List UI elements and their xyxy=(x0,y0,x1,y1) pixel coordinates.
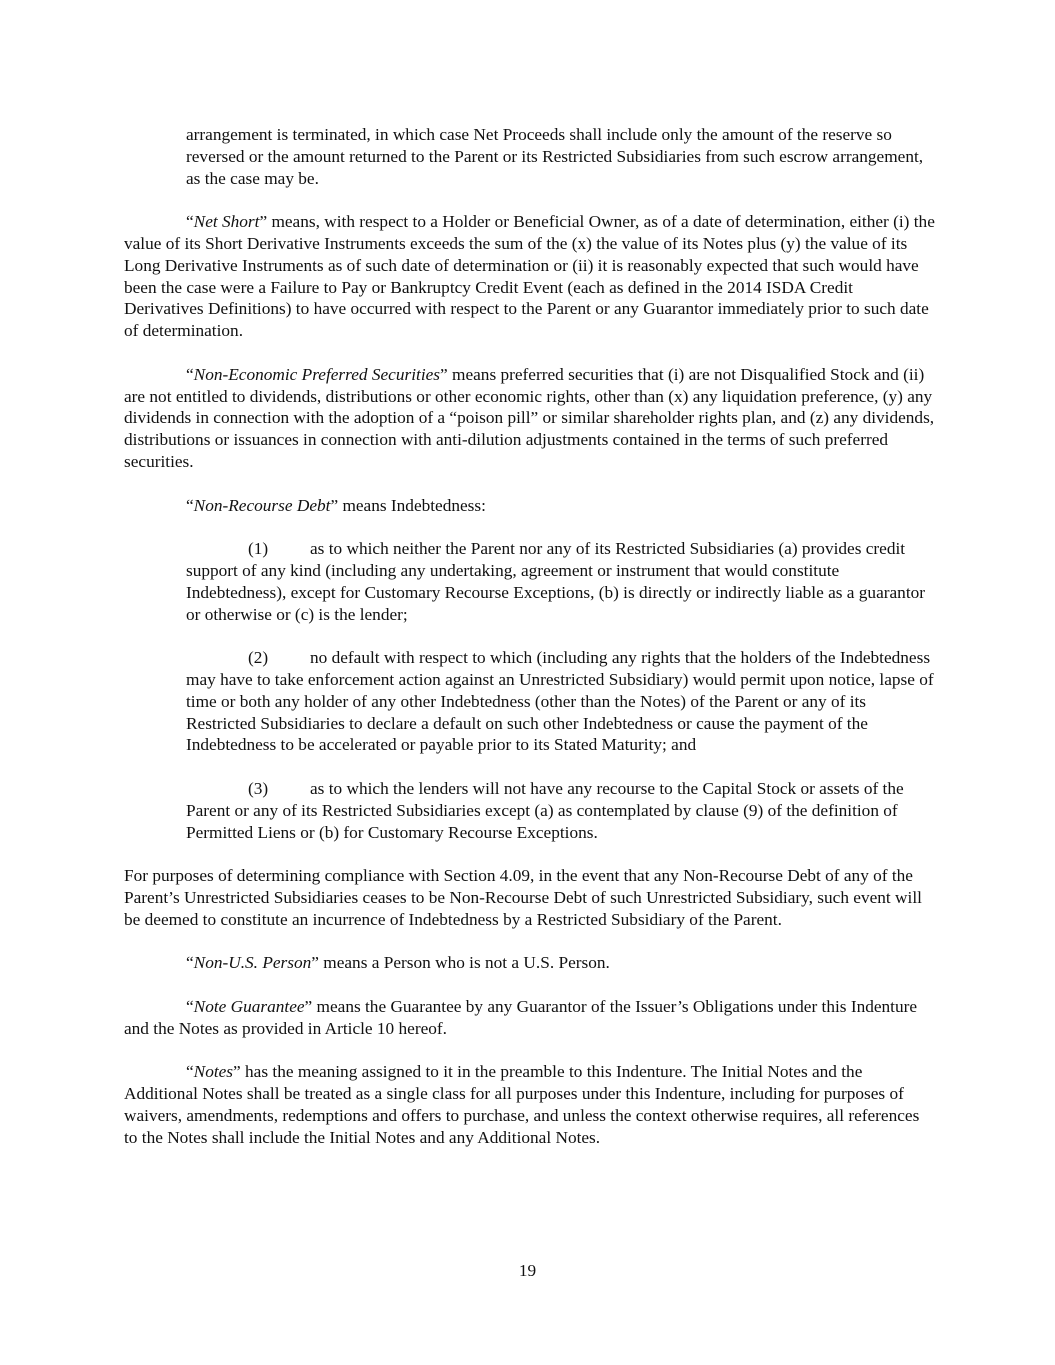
non-recourse-trailing-paragraph: For purposes of determining compliance with Section 4.09, in the event that any Non-Recourse Debt of any of the Parent’s Unrestricted Subsidiaries ceases to be Non-Recourse Debt of such Unrestricted Subsidiary, such event will be deemed to constitute an incurrence of Indebtedness by a Restricted Subsidiary of the Parent. xyxy=(124,866,922,929)
clause-text: no default with respect to which (including any rights that the holders of the Indebtedness may have to take enforcement action against an Unrestricted Subsidiary) would permit upon notice, lapse of time or both any holder of any other Indebtedness (other than the Notes) of the Parent or any of its Restricted Subsidiaries to declare a default on such other Indebtedness or cause the payment of the Indebtedness to be accelerated or payable prior to its Stated Maturity; and xyxy=(186,648,934,755)
close-quote: ” xyxy=(233,1062,241,1082)
open-quote: “ xyxy=(186,953,194,973)
definition-non-recourse-debt xyxy=(124,495,936,517)
definition-notes xyxy=(124,1061,936,1148)
definition-non-economic-preferred-securities xyxy=(124,364,936,473)
defined-term: Note Guarantee xyxy=(193,996,305,1016)
definition-body: means the Guarantee by any Guarantor of the Issuer’s Obligations under this Indenture and the Notes as provided in Article 10 hereof. xyxy=(124,996,918,1038)
open-quote: “ xyxy=(186,996,194,1016)
defined-term: Non-Recourse Debt xyxy=(193,495,331,515)
definition-body: means Indebtedness: xyxy=(338,495,486,515)
clause-text: as to which neither the Parent nor any of its Restricted Subsidiaries (a) provides credit support of any kind (including any undertaking, agreement or instrument that would constitute Indebtedness), except for Customary Recourse Exceptions, (b) is directly or indirectly liable as a guarantor or otherwise or (c) is the lender; xyxy=(186,539,926,624)
definition-non-us-person xyxy=(124,952,936,974)
open-quote: “ xyxy=(186,364,194,384)
open-quote: “ xyxy=(186,1062,194,1082)
definition-body: has the meaning assigned to it in the preamble to this Indenture. The Initial Notes and the Additional Notes shall be treated as a single class for all purposes under this Indenture, including for purposes of waivers, amendments, redemptions and offers to purchase, and unless the context otherwise requires, all references to the Notes shall include the Initial Notes and any Additional Notes. xyxy=(124,1062,920,1147)
definition-body: means preferred securities that (i) are not Disqualified Stock and (ii) are not entitled to dividends, distributions or other economic rights, other than (x) any liquidation preference, (y) any dividends in connection with the adoption of a “poison pill” or similar shareholder rights plan, and (z) any dividends, distributions or issuances in connection with anti-dilution adjustments contained in the terms of such preferred securities. xyxy=(124,364,935,471)
clause-number: (1) xyxy=(248,539,269,559)
close-quote: ” xyxy=(440,364,448,384)
definition-note-guarantee xyxy=(124,996,936,1040)
definition-body: means a Person who is not a U.S. Person. xyxy=(318,953,610,973)
clause-text: as to which the lenders will not have any recourse to the Capital Stock or assets of the Parent or any of its Restricted Subsidiaries except (a) as contemplated by clause (9) of the definition of Permitted Liens or (b) for Customary Recourse Exceptions. xyxy=(186,778,904,842)
definition-net-short xyxy=(124,211,936,342)
open-quote: “ xyxy=(186,495,194,515)
continuation-paragraph: arrangement is terminated, in which case Net Proceeds shall include only the amount of the reserve so reversed or the amount returned to the Parent or its Restricted Subsidiaries from such escrow arrangement, as the case may be. xyxy=(186,125,924,188)
close-quote: ” xyxy=(330,495,339,515)
page-number: 19 xyxy=(518,1261,537,1280)
clause-1 xyxy=(186,538,936,625)
defined-term: Notes xyxy=(193,1062,234,1082)
defined-term: Non-U.S. Person xyxy=(193,953,312,973)
document-page xyxy=(124,124,936,1170)
clause-3 xyxy=(186,778,936,843)
defined-term: Net Short xyxy=(193,212,260,232)
open-quote: “ xyxy=(186,212,194,232)
close-quote: ” xyxy=(304,996,313,1016)
clause-2 xyxy=(186,647,936,756)
defined-term: Non-Economic Preferred Securities xyxy=(193,364,441,384)
close-quote: ” xyxy=(259,212,268,232)
definition-body: means, with respect to a Holder or Beneficial Owner, as of a date of determination, either (i) the value of its Short Derivative Instruments exceeds the sum of the (x) the value of its Notes plus (y) the value of its Long Derivative Instruments as of such date of determination or (ii) it is reasonably expected that such would have been the case were a Failure to Pay or Bankruptcy Credit Event (each as defined in the 2014 ISDA Credit Derivatives Definitions) to have occurred with respect to the Parent or any Guarantor immediately prior to such date of determination. xyxy=(124,212,935,341)
close-quote: ” xyxy=(311,953,319,973)
clause-number: (2) xyxy=(248,648,269,668)
clause-number: (3) xyxy=(248,778,269,798)
